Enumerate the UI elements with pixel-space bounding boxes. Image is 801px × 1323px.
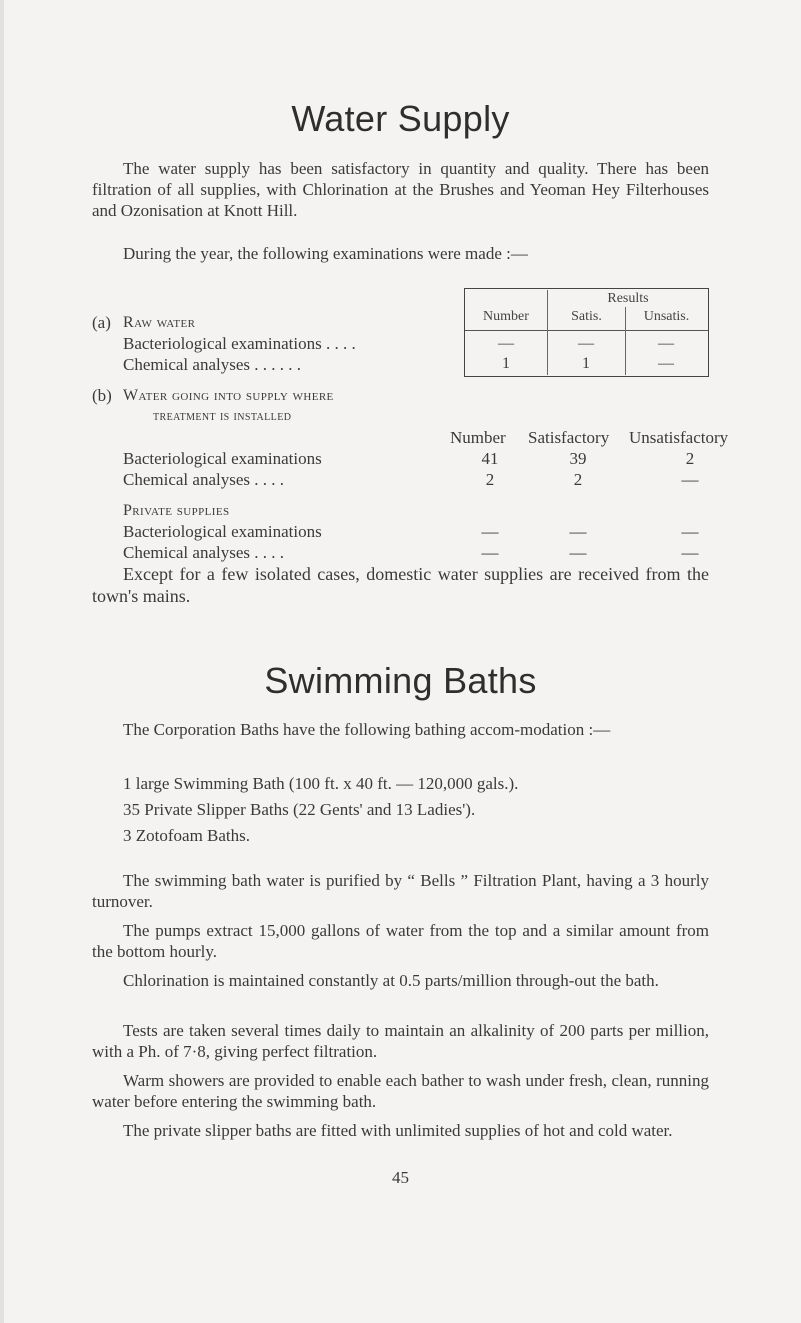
results-header-rule (465, 330, 708, 331)
treated-bact-satis: 39 (569, 449, 587, 468)
unsatis-header: Unsatis. (643, 309, 690, 324)
baths-paragraph: The pumps extract 15,000 gallons of water from the top and a similar amount from the bottom hourly. (92, 921, 709, 961)
treated-chem-number: 2 (485, 470, 495, 489)
baths-paragraph: Chlorination is maintained constantly at 0.5 parts/million through-out the bath. (123, 971, 659, 990)
treated-satisfactory-header: Satisfactory (528, 428, 610, 447)
baths-intro: The Corporation Baths have the following bathing accom-modation :— (123, 720, 611, 739)
treated-number-header: Number (450, 428, 506, 447)
page-number: 45 (392, 1168, 409, 1187)
treated-bact-number: 41 (481, 449, 499, 468)
closing-paragraph: Except for a few isolated cases, domestic water supplies are received from the town's mains. (92, 564, 709, 606)
raw-chemical-label: Chemical analyses . . . . . . (123, 355, 301, 374)
raw-bact-unsatis: — (658, 335, 674, 352)
private-chemical-label: Chemical analyses . . . . (123, 543, 284, 562)
private-bact-unsatis: — (681, 522, 699, 541)
treated-bacteriological-label: Bacteriological examinations (123, 449, 322, 468)
satis-header: Satis. (571, 309, 602, 324)
treated-bact-unsatis: 2 (685, 449, 695, 468)
treated-unsatisfactory-header: Unsatisfactory (629, 428, 729, 447)
baths-paragraph: The swimming bath water is purified by “ Bells ” Filtration Plant, having a 3 hourly turnover. (92, 871, 709, 911)
treated-chem-satis: 2 (573, 470, 583, 489)
raw-bact-satis: — (578, 335, 594, 352)
baths-item: 3 Zotofoam Baths. (123, 826, 251, 845)
private-supplies-heading: Private supplies (123, 502, 230, 519)
swimming-baths-title: Swimming Baths (264, 660, 537, 701)
raw-bacteriological-label: Bacteriological examinations . . . . (123, 334, 356, 353)
baths-paragraph: Tests are taken several times daily to maintain an alkalinity of 200 parts per million, with a Ph. of 7·8, giving perfect filtration. (92, 1021, 709, 1061)
treated-water-marker: (b) (92, 386, 112, 405)
private-chem-satis: — (569, 543, 587, 562)
raw-chem-satis: 1 (582, 355, 590, 372)
private-chem-number: — (481, 543, 499, 562)
private-bact-satis: — (569, 522, 587, 541)
treated-chemical-label: Chemical analyses . . . . (123, 470, 284, 489)
raw-bact-number: — (498, 335, 514, 352)
private-chem-unsatis: — (681, 543, 699, 562)
private-bacteriological-label: Bacteriological examinations (123, 522, 322, 541)
raw-chem-number: 1 (502, 355, 510, 372)
private-bact-number: — (481, 522, 499, 541)
baths-paragraph: Warm showers are provided to enable each bather to wash under fresh, clean, running water before entering the swimming bath. (92, 1071, 709, 1111)
results-header: Results (607, 291, 649, 306)
examinations-intro: During the year, the following examinations were made :— (123, 244, 528, 263)
treated-water-heading-line2: treatment is installed (153, 409, 292, 424)
treated-chem-unsatis: — (681, 470, 699, 489)
raw-water-heading: Raw water (123, 314, 196, 331)
water-supply-intro: The water supply has been satisfactory in quantity and quality. There has been filtration of all supplies, with Chlorination at the Brushes and Yeoman Hey Filterhouses and Ozonisation at Knott Hill. (92, 159, 709, 220)
baths-item: 35 Private Slipper Baths (22 Gents' and 13 Ladies'). (123, 800, 476, 819)
water-supply-title: Water Supply (291, 98, 510, 139)
number-header: Number (483, 309, 529, 324)
raw-water-marker: (a) (92, 313, 111, 332)
raw-chem-unsatis: — (658, 355, 674, 372)
baths-item: 1 large Swimming Bath (100 ft. x 40 ft. — 120,000 gals.). (123, 774, 519, 793)
treated-water-heading-line1: Water going into supply where (123, 387, 334, 404)
baths-paragraph: The private slipper baths are fitted with unlimited supplies of hot and cold water. (123, 1121, 673, 1140)
